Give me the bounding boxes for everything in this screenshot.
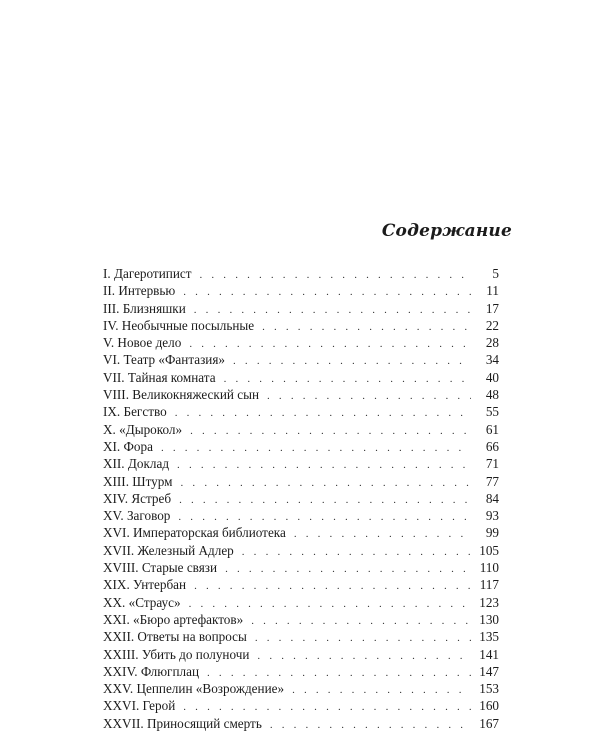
toc-entry-title: XVIII. Старые связи xyxy=(103,560,218,576)
toc-entry-page-number: 141 xyxy=(479,646,499,662)
toc-entry xyxy=(103,334,499,351)
toc-entry-title: IV. Необычные посыльные xyxy=(103,317,255,333)
toc-entry xyxy=(103,490,499,507)
toc-entry-title: XI. Фора xyxy=(103,438,153,454)
toc-entry-page-number: 84 xyxy=(485,490,499,506)
toc-entry xyxy=(103,628,499,645)
toc-entry-page-number: 22 xyxy=(485,317,499,333)
page-title: Содержание xyxy=(381,221,512,241)
toc-entry xyxy=(103,265,499,282)
toc-entry xyxy=(103,697,499,714)
toc-entry-title: XX. «Страус» xyxy=(103,594,181,610)
toc-entry xyxy=(103,680,499,697)
toc-entry-title: XXV. Цеппелин «Возрождение» xyxy=(103,681,285,697)
toc-entry-page-number: 77 xyxy=(485,473,499,489)
toc-entry-title: II. Интервью xyxy=(103,283,176,299)
dot-leader xyxy=(161,440,471,457)
dot-leader xyxy=(255,630,471,647)
toc-entry xyxy=(103,473,499,490)
dot-leader xyxy=(175,405,471,422)
toc-entry-title: XXII. Ответы на вопросы xyxy=(103,629,247,645)
toc-entry xyxy=(103,559,499,576)
toc-entry-page-number: 17 xyxy=(485,300,499,316)
toc-entry xyxy=(103,403,499,420)
toc-entry xyxy=(103,646,499,663)
toc-entry-page-number: 167 xyxy=(479,715,499,731)
toc-entry xyxy=(103,455,499,472)
dot-leader xyxy=(181,475,471,492)
toc-entry-title: XII. Доклад xyxy=(103,456,170,472)
toc-entry-title: XVI. Императорская библиотека xyxy=(103,525,286,541)
toc-entry-title: VI. Театр «Фантазия» xyxy=(103,352,226,368)
dot-leader xyxy=(267,388,471,405)
toc-entry-title: XXIII. Убить до полуночи xyxy=(103,646,250,662)
toc-entry-page-number: 99 xyxy=(485,525,499,541)
toc-entry-page-number: 40 xyxy=(485,369,499,385)
dot-leader xyxy=(183,284,471,301)
toc-entry xyxy=(103,507,499,524)
toc-entry-page-number: 135 xyxy=(479,629,499,645)
dot-leader xyxy=(257,648,471,665)
toc-entry xyxy=(103,663,499,680)
toc-entry-page-number: 105 xyxy=(479,542,499,558)
toc-entry-title: XIX. Унтербан xyxy=(103,577,187,593)
toc-entry xyxy=(103,300,499,317)
toc-entry-title: XXIV. Флюгплац xyxy=(103,663,200,679)
toc-entry-title: XXI. «Бюро артефактов» xyxy=(103,611,244,627)
table-of-contents xyxy=(103,265,499,732)
toc-entry xyxy=(103,611,499,628)
toc-entry-page-number: 147 xyxy=(479,663,499,679)
toc-entry xyxy=(103,369,499,386)
toc-entry-page-number: 28 xyxy=(485,335,499,351)
toc-entry-title: I. Дагеротипист xyxy=(103,266,192,281)
toc-entry-page-number: 34 xyxy=(485,352,499,368)
toc-entry xyxy=(103,351,499,368)
dot-leader xyxy=(251,613,471,630)
toc-entry-page-number: 153 xyxy=(479,681,499,697)
toc-entry-page-number: 11 xyxy=(486,283,499,299)
toc-entry-page-number: 117 xyxy=(479,577,499,593)
toc-entry-title: IX. Бегство xyxy=(103,404,167,420)
toc-entry-title: VII. Тайная комната xyxy=(103,369,216,385)
dot-leader xyxy=(233,353,471,370)
toc-entry-page-number: 66 xyxy=(485,438,499,454)
toc-entry-page-number: 160 xyxy=(479,698,499,714)
toc-entry-title: XIII. Штурм xyxy=(103,473,173,489)
toc-entry-page-number: 55 xyxy=(485,404,499,420)
dot-leader xyxy=(270,717,471,734)
toc-entry-page-number: 71 xyxy=(485,456,499,472)
toc-entry-title: X. «Дырокол» xyxy=(103,421,183,437)
dot-leader xyxy=(294,526,471,543)
toc-entry-title: XIV. Ястреб xyxy=(103,490,172,506)
toc-entry-title: V. Новое дело xyxy=(103,335,182,351)
toc-entry xyxy=(103,421,499,438)
toc-entry xyxy=(103,386,499,403)
dot-leader xyxy=(194,578,471,595)
toc-entry-title: XXVI. Герой xyxy=(103,698,176,714)
toc-entry-title: VIII. Великокняжеский сын xyxy=(103,387,260,403)
dot-leader xyxy=(177,457,471,474)
toc-entry-page-number: 93 xyxy=(485,508,499,524)
toc-entry xyxy=(103,594,499,611)
toc-entry-page-number: 130 xyxy=(479,611,499,627)
toc-entry-page-number: 61 xyxy=(485,421,499,437)
toc-entry-title: XVII. Железный Адлер xyxy=(103,542,234,558)
dot-leader xyxy=(242,544,471,561)
toc-entry xyxy=(103,317,499,334)
toc-entry xyxy=(103,282,499,299)
toc-entry-page-number: 110 xyxy=(479,560,499,576)
toc-entry-title: III. Близняшки xyxy=(103,300,186,316)
toc-entry-page-number: 48 xyxy=(485,387,499,403)
toc-entry-title: XXVII. Приносящий смерть xyxy=(103,715,262,731)
toc-entry xyxy=(103,524,499,541)
dot-leader xyxy=(262,319,471,336)
dot-leader xyxy=(190,423,471,440)
toc-entry xyxy=(103,542,499,559)
toc-entry xyxy=(103,438,499,455)
toc-entry xyxy=(103,715,499,732)
dot-leader xyxy=(292,682,471,699)
toc-entry-page-number: 123 xyxy=(479,594,499,610)
toc-entry-page-number: 5 xyxy=(492,266,499,281)
dot-leader xyxy=(200,267,472,284)
dot-leader xyxy=(179,492,471,509)
dot-leader xyxy=(225,561,471,578)
toc-entry-title: XV. Заговор xyxy=(103,508,171,524)
toc-entry xyxy=(103,576,499,593)
